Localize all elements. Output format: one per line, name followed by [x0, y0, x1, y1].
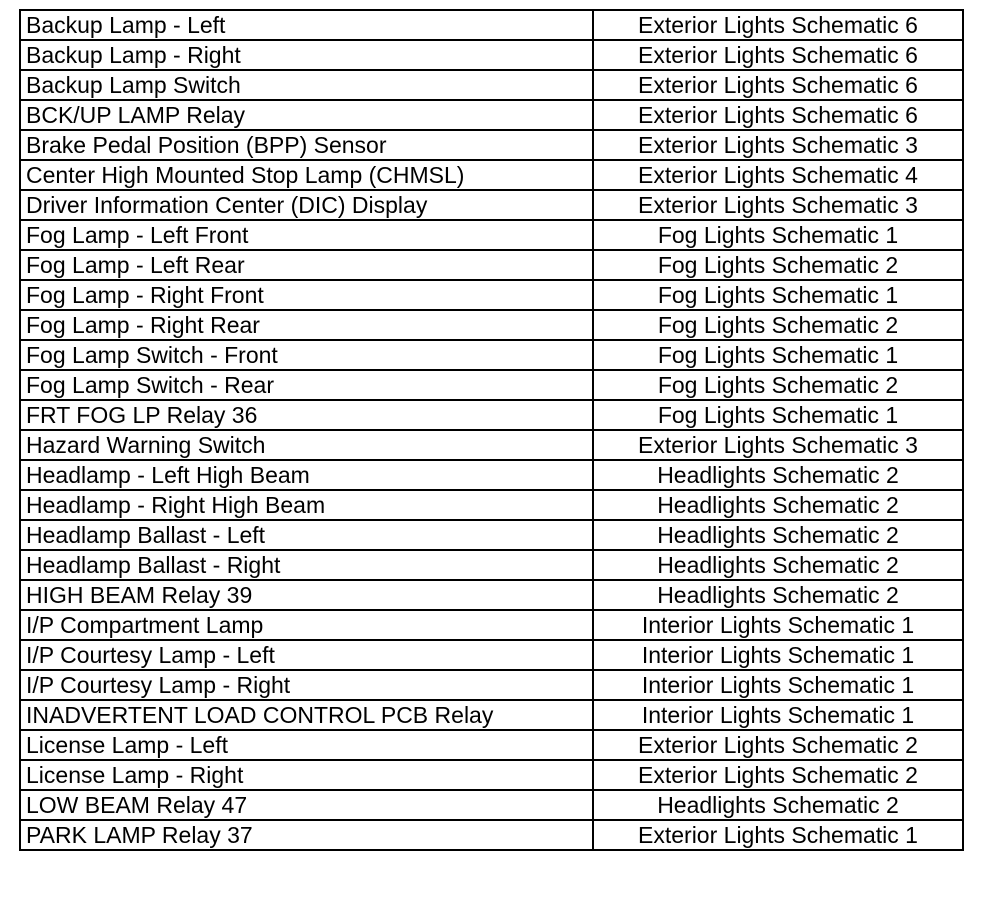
table-row — [20, 190, 963, 220]
location-cell: Headlights Schematic 2 — [593, 460, 963, 490]
location-cell: Exterior Lights Schematic 6 — [593, 40, 963, 70]
location-cell: Fog Lights Schematic 1 — [593, 220, 963, 250]
location-cell: Headlights Schematic 2 — [593, 490, 963, 520]
location-cell: Exterior Lights Schematic 6 — [593, 10, 963, 40]
component-cell: Headlamp Ballast - Right — [20, 550, 593, 580]
location-cell: Exterior Lights Schematic 3 — [593, 130, 963, 160]
table-row — [20, 790, 963, 820]
table-row — [20, 700, 963, 730]
table-row — [20, 580, 963, 610]
component-cell: Headlamp Ballast - Left — [20, 520, 593, 550]
table-row — [20, 520, 963, 550]
component-cell: Fog Lamp Switch - Front — [20, 340, 593, 370]
location-cell: Interior Lights Schematic 1 — [593, 670, 963, 700]
component-cell: Backup Lamp - Right — [20, 40, 593, 70]
location-cell: Interior Lights Schematic 1 — [593, 610, 963, 640]
location-cell: Headlights Schematic 2 — [593, 520, 963, 550]
table-row — [20, 430, 963, 460]
location-cell: Exterior Lights Schematic 1 — [593, 820, 963, 850]
component-cell: Backup Lamp - Left — [20, 10, 593, 40]
location-cell: Headlights Schematic 2 — [593, 790, 963, 820]
table-row — [20, 730, 963, 760]
table-row — [20, 370, 963, 400]
location-cell: Interior Lights Schematic 1 — [593, 700, 963, 730]
table-row — [20, 220, 963, 250]
component-cell: FRT FOG LP Relay 36 — [20, 400, 593, 430]
component-cell: BCK/UP LAMP Relay — [20, 100, 593, 130]
location-cell: Fog Lights Schematic 1 — [593, 340, 963, 370]
table-row — [20, 820, 963, 850]
location-cell: Fog Lights Schematic 2 — [593, 370, 963, 400]
component-cell: Fog Lamp - Right Rear — [20, 310, 593, 340]
component-cell: Headlamp - Left High Beam — [20, 460, 593, 490]
component-cell: INADVERTENT LOAD CONTROL PCB Relay — [20, 700, 593, 730]
location-cell: Exterior Lights Schematic 4 — [593, 160, 963, 190]
component-cell: Hazard Warning Switch — [20, 430, 593, 460]
table-row — [20, 280, 963, 310]
location-cell: Fog Lights Schematic 1 — [593, 400, 963, 430]
table-row — [20, 160, 963, 190]
table-row — [20, 670, 963, 700]
location-cell: Exterior Lights Schematic 3 — [593, 430, 963, 460]
component-cell: Headlamp - Right High Beam — [20, 490, 593, 520]
table-row — [20, 760, 963, 790]
location-cell: Headlights Schematic 2 — [593, 580, 963, 610]
component-cell: Fog Lamp - Left Rear — [20, 250, 593, 280]
location-cell: Fog Lights Schematic 2 — [593, 310, 963, 340]
table-row — [20, 460, 963, 490]
table-row — [20, 70, 963, 100]
component-cell: I/P Courtesy Lamp - Right — [20, 670, 593, 700]
location-cell: Fog Lights Schematic 1 — [593, 280, 963, 310]
location-cell: Exterior Lights Schematic 2 — [593, 760, 963, 790]
location-cell: Exterior Lights Schematic 2 — [593, 730, 963, 760]
component-cell: License Lamp - Left — [20, 730, 593, 760]
location-cell: Exterior Lights Schematic 6 — [593, 100, 963, 130]
table-row — [20, 130, 963, 160]
component-cell: Fog Lamp Switch - Rear — [20, 370, 593, 400]
table-row — [20, 40, 963, 70]
component-cell: Center High Mounted Stop Lamp (CHMSL) — [20, 160, 593, 190]
component-cell: I/P Courtesy Lamp - Left — [20, 640, 593, 670]
location-cell: Interior Lights Schematic 1 — [593, 640, 963, 670]
location-cell: Exterior Lights Schematic 3 — [593, 190, 963, 220]
component-cell: Backup Lamp Switch — [20, 70, 593, 100]
component-cell: LOW BEAM Relay 47 — [20, 790, 593, 820]
table-row — [20, 400, 963, 430]
table-row — [20, 640, 963, 670]
component-location-table-container — [19, 9, 962, 851]
component-cell: Brake Pedal Position (BPP) Sensor — [20, 130, 593, 160]
location-cell: Headlights Schematic 2 — [593, 550, 963, 580]
location-cell: Exterior Lights Schematic 6 — [593, 70, 963, 100]
component-cell: Fog Lamp - Left Front — [20, 220, 593, 250]
table-row — [20, 610, 963, 640]
table-row — [20, 10, 963, 40]
component-location-table — [19, 9, 964, 851]
table-body — [20, 10, 963, 850]
table-row — [20, 310, 963, 340]
table-row — [20, 250, 963, 280]
component-cell: License Lamp - Right — [20, 760, 593, 790]
component-cell: I/P Compartment Lamp — [20, 610, 593, 640]
component-cell: Driver Information Center (DIC) Display — [20, 190, 593, 220]
component-cell: PARK LAMP Relay 37 — [20, 820, 593, 850]
table-row — [20, 340, 963, 370]
component-cell: Fog Lamp - Right Front — [20, 280, 593, 310]
table-row — [20, 100, 963, 130]
component-cell: HIGH BEAM Relay 39 — [20, 580, 593, 610]
table-row — [20, 550, 963, 580]
location-cell: Fog Lights Schematic 2 — [593, 250, 963, 280]
table-row — [20, 490, 963, 520]
